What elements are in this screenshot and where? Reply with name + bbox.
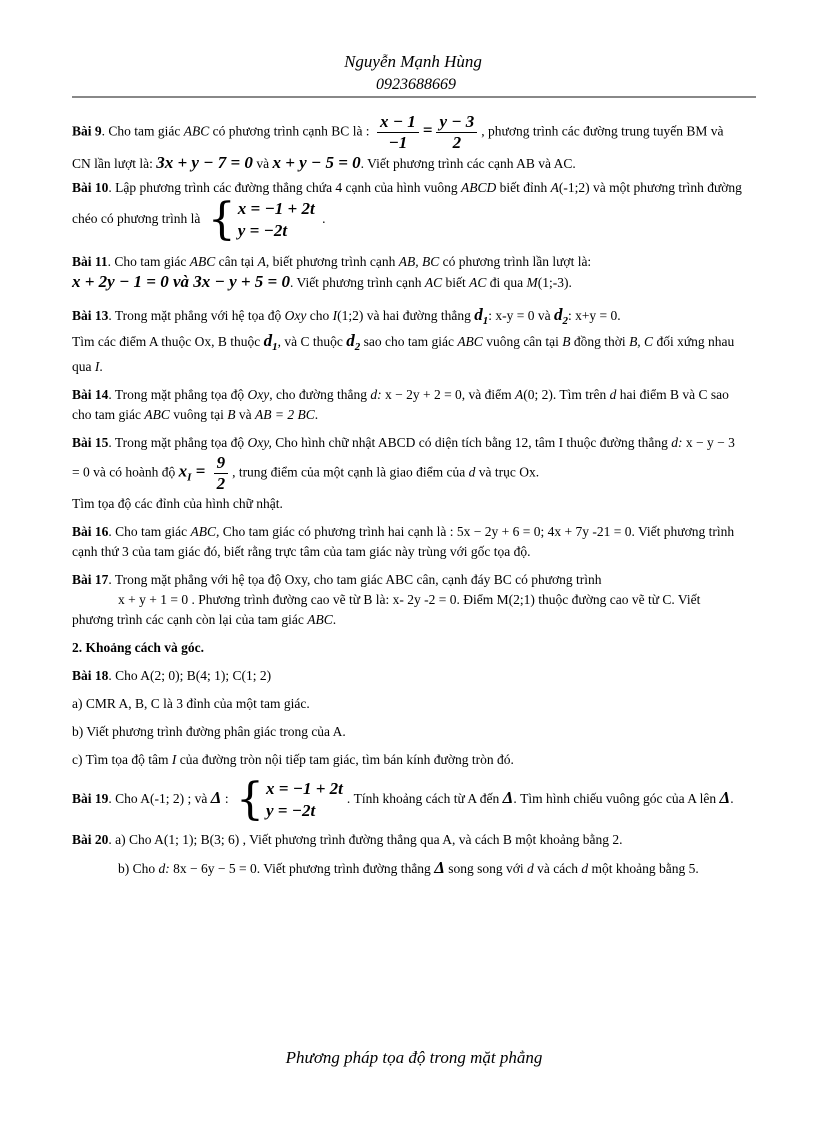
text: .	[99, 359, 103, 374]
text: có phương trình lần lượt là:	[439, 254, 592, 269]
text: I	[94, 359, 100, 374]
text: :	[221, 791, 232, 807]
text: AB = 2 BC	[254, 407, 315, 422]
text: d:	[370, 387, 382, 402]
problem-19	[72, 774, 744, 825]
text: một khoảng bằng 5.	[588, 861, 699, 876]
text: ABC	[144, 407, 170, 422]
text: ABC	[457, 334, 483, 349]
system-lines	[266, 778, 343, 822]
text: . Viết phương trình các cạnh AB và AC.	[360, 156, 576, 171]
subscript: 2	[562, 315, 568, 327]
problem-18-part-a: a) CMR A, B, C là 3 đỉnh của một tam giác.	[72, 696, 310, 711]
fraction	[436, 112, 477, 153]
text: Cho tam giác có phương trình hai cạnh là : 5x − 2y + 6 = 0; 4x + 7y -21 = 0. Viết phương trình cạnh thứ 3 của tam giác đó, biết rằng trực tâm của tam giác này trùng với gốc tọa độ.	[72, 524, 735, 559]
text: x − 2y + 2 = 0, và điểm	[381, 387, 516, 402]
subscript: I	[187, 471, 192, 484]
text: d	[468, 464, 476, 480]
subscript: 1	[482, 315, 489, 327]
line-name: d	[474, 305, 483, 324]
text: 8x − 6y − 5 = 0. Viết phương trình đường thẳng	[169, 861, 435, 876]
text: đối xứng nhau qua	[72, 334, 735, 374]
text: Oxy,	[247, 435, 272, 450]
denominator: −1	[388, 133, 408, 152]
text: . Lập phương trình các đường thẳng chứa 4 cạnh của hình vuông	[108, 180, 462, 195]
equation: 3x + y − 7 = 0	[156, 153, 253, 172]
text: (1;-3).	[537, 275, 572, 290]
numerator: 9	[214, 453, 229, 474]
text: A	[515, 387, 524, 402]
problem-13	[72, 305, 744, 377]
text: c) Tìm tọa độ tâm	[72, 752, 172, 767]
text: d	[527, 861, 534, 876]
text: .	[314, 407, 319, 422]
text: A	[257, 254, 266, 269]
text: AC	[469, 275, 487, 290]
text: cân tại	[215, 254, 258, 269]
line-name: d	[263, 331, 273, 350]
delta-symbol: Δ	[210, 788, 222, 808]
text: , phương trình các đường trung tuyến BM và CN lần lượt là:	[72, 123, 724, 171]
system-line: x = −1 + 2t	[237, 199, 315, 218]
text: : x-y = 0 và	[488, 308, 554, 323]
system-lines	[238, 198, 315, 242]
text: M	[526, 275, 538, 290]
problem-20-part-b	[72, 858, 744, 879]
text: và	[235, 407, 255, 422]
equation-system	[235, 774, 343, 825]
delta-symbol: Δ	[434, 858, 445, 877]
text: sao cho tam giác	[360, 334, 458, 349]
text: B	[227, 407, 236, 422]
document-body	[72, 112, 744, 887]
text: đi qua	[486, 275, 527, 290]
text: : x+y = 0.	[567, 308, 621, 323]
text: I	[171, 752, 177, 767]
problem-9	[72, 112, 744, 174]
equation-system	[207, 194, 315, 245]
line-name: d	[553, 305, 563, 324]
text: có phương trình cạnh BC là :	[209, 123, 373, 139]
problem-18-part-c	[72, 750, 744, 770]
denominator: 2	[452, 133, 462, 152]
equals-sign: =	[422, 120, 433, 140]
text: . Trong mặt phẳng với hệ tọa độ	[108, 308, 285, 323]
problem-label: Bài 20	[72, 832, 109, 847]
page-footer: Phương pháp tọa độ trong mặt phẳng	[285, 1048, 543, 1067]
text: AB, BC	[398, 254, 440, 269]
text: . Cho tam giác	[108, 524, 191, 539]
text: và cách	[533, 861, 582, 876]
problem-label: Bài 13	[72, 308, 109, 323]
text: và	[252, 156, 273, 171]
numerator: y − 3	[436, 112, 477, 133]
text: . a) Cho A(1; 1); B(3; 6) , Viết phương trình đường thẳng qua A, và cách B một khoảng bằng 2.	[108, 832, 623, 847]
fraction	[214, 453, 229, 494]
problem-label: Bài 9	[72, 123, 102, 139]
fraction	[377, 112, 419, 153]
text: Tìm các điểm A thuộc Ox, B thuộc	[72, 334, 264, 349]
text: vuông cân tại	[482, 334, 563, 349]
text: , và C thuộc	[277, 334, 347, 349]
author-name: Nguyễn Mạnh Hùng	[344, 52, 482, 71]
text: I	[332, 308, 338, 323]
denominator: 2	[216, 474, 226, 493]
text: (1;2) và hai đường thẳng	[337, 308, 475, 323]
text: d	[581, 861, 589, 876]
text: d:	[671, 435, 683, 450]
problem-label: Bài 17	[72, 572, 109, 587]
text: . Cho tam giác	[107, 254, 190, 269]
text: , biết phương trình cạnh	[265, 254, 399, 269]
text: .	[332, 612, 337, 627]
problem-label: Bài 15	[72, 435, 109, 450]
problem-14	[72, 385, 744, 425]
text: song song với	[444, 861, 528, 876]
problem-18-part-b: b) Viết phương trình đường phân giác trong của A.	[72, 724, 346, 739]
phone-number: 0923688669	[376, 76, 456, 93]
problem-label: Bài 11	[72, 254, 108, 269]
text: . Tính khoảng cách từ A đến	[346, 791, 503, 807]
text: hai điểm B và C sao cho tam giác	[72, 387, 729, 422]
delta-symbol: Δ	[719, 788, 731, 808]
text: , cho đường thẳng	[269, 387, 371, 402]
text: Cho hình chữ nhật ABCD có diện tích bằng 12, tâm I thuộc đường thẳng	[271, 435, 672, 450]
equation: x + y − 5 = 0	[272, 153, 361, 172]
text: , trung điểm của một cạnh là giao điểm của	[232, 464, 469, 480]
equation: x + 2y − 1 = 0 và 3x − y + 5 = 0	[72, 272, 290, 291]
text: A	[550, 180, 559, 195]
text: Tìm tọa độ các đỉnh của hình chữ nhật.	[72, 496, 283, 511]
system-line: y = −2t	[265, 801, 316, 820]
subscript: 1	[272, 341, 278, 353]
problem-label: Bài 19	[72, 791, 109, 807]
brace-icon: {	[235, 774, 264, 825]
text: (0; 2). Tìm trên	[523, 387, 610, 402]
delta-symbol: Δ	[502, 788, 514, 808]
problem-17	[72, 570, 744, 630]
text: .	[730, 791, 734, 807]
line-name: d	[346, 331, 355, 350]
text: ABC	[189, 254, 216, 269]
text: d:	[158, 861, 170, 876]
text: . Cho tam giác	[101, 123, 184, 139]
numerator: x − 1	[377, 112, 419, 133]
problem-16	[72, 522, 744, 562]
text: B	[562, 334, 571, 349]
text: .	[318, 211, 326, 227]
brace-icon: {	[207, 194, 236, 245]
system-line: x = −1 + 2t	[265, 779, 343, 798]
problem-label: Bài 18	[72, 668, 109, 683]
system-line: y = −2t	[237, 221, 288, 240]
text: đồng thời	[570, 334, 630, 349]
problem-label: Bài 14	[72, 387, 109, 402]
text: ABC,	[190, 524, 220, 539]
text: . Trong mặt phẳng với hệ tọa độ Oxy, cho tam giác ABC cân, cạnh đáy BC có phương trình	[108, 572, 602, 587]
text: x + y + 1 = 0 . Phương trình đường cao vẽ từ B là: x- 2y -2 = 0. Điểm M(2;1) thuộc đường cao vẽ từ C. Viết phương trình các cạnh còn lại của tam giác	[72, 592, 701, 627]
text: . Cho A(-1; 2) ; và	[108, 791, 211, 807]
text: . Cho A(2; 0); B(4; 1); C(1; 2)	[108, 668, 272, 683]
problem-20	[72, 830, 744, 850]
text: (-1;2) và một phương trình đường chéo có phương trình là	[72, 180, 742, 227]
text: của đường tròn nội tiếp tam giác, tìm bán kính đường tròn đó.	[176, 752, 514, 767]
text: . Trong mặt phẳng tọa độ	[108, 435, 248, 450]
text: x − y − 3 = 0 và có hoành độ	[72, 435, 735, 480]
problem-label: Bài 16	[72, 524, 109, 539]
text: cho	[306, 308, 333, 323]
text: Oxy	[284, 308, 307, 323]
text: biết đỉnh	[496, 180, 551, 195]
text: . Viết phương trình cạnh	[290, 275, 425, 290]
text: ABC	[307, 612, 333, 627]
variable: x	[178, 461, 188, 481]
header-divider	[72, 96, 756, 98]
problem-18	[72, 666, 744, 686]
text: AC	[424, 275, 443, 290]
text: ABC	[183, 123, 210, 139]
problem-15	[72, 433, 744, 514]
text: và trục Ox.	[475, 464, 540, 480]
text: . Tìm hình chiếu vuông góc của A lên	[513, 791, 720, 807]
text: ABCD	[461, 180, 497, 195]
text: Oxy	[247, 387, 270, 402]
text: . Trong mặt phẳng tọa độ	[108, 387, 248, 402]
text: biết	[442, 275, 470, 290]
problem-11	[72, 252, 744, 293]
text: d	[609, 387, 617, 402]
problem-label: Bài 10	[72, 180, 109, 195]
text: b) Cho	[118, 861, 159, 876]
subscript: 2	[354, 341, 361, 353]
equals-sign: =	[191, 461, 210, 481]
text: B, C	[629, 334, 654, 349]
text: vuông tại	[169, 407, 228, 422]
section-heading: 2. Khoảng cách và góc.	[72, 640, 205, 655]
problem-10	[72, 178, 744, 245]
